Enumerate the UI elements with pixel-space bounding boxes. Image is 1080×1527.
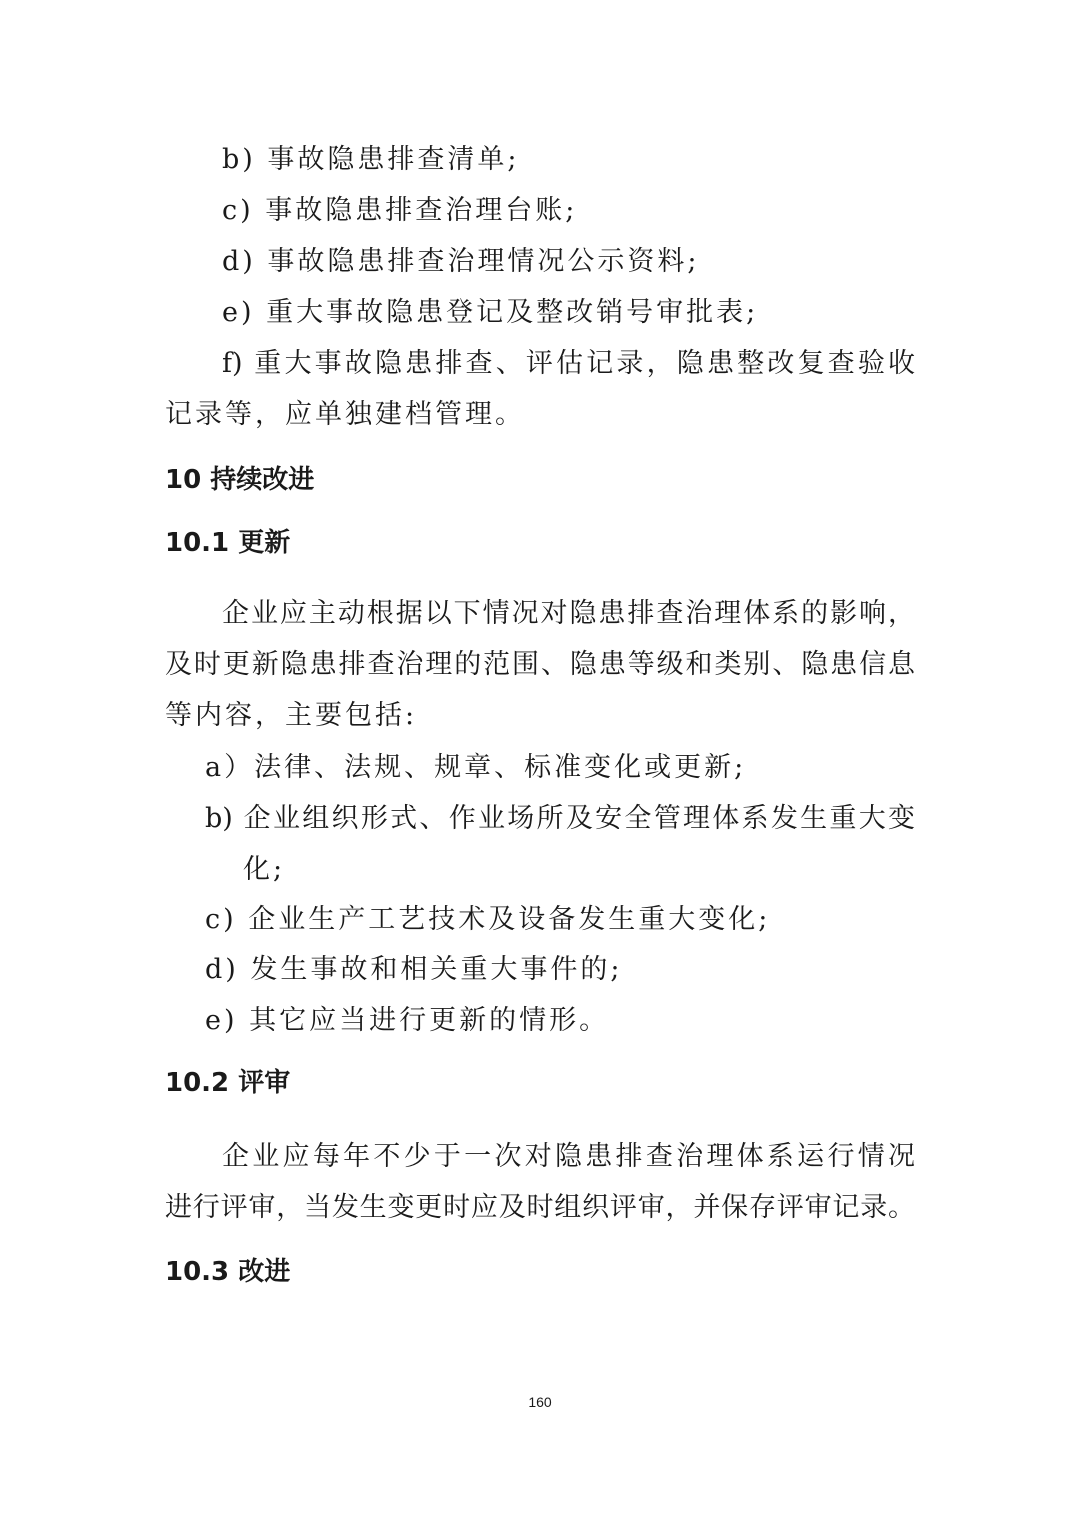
update-item-b: b) 企业组织形式、作业场所及安全管理体系发生重大变 <box>205 803 915 834</box>
update-item-a: a）法律、法规、规章、标准变化或更新; <box>205 752 747 783</box>
page-number: 160 <box>528 1394 552 1410</box>
section-heading-10-2: 10.2 评审 <box>165 1068 291 1098</box>
update-item-c: c) 企业生产工艺技术及设备发生重大变化; <box>205 904 771 935</box>
list-item-b: b) 事故隐患排查清单; <box>222 144 520 175</box>
list-item-f: f) 重大事故隐患排查、评估记录，隐患整改复查验收 <box>222 348 915 379</box>
update-item-b-cont: 化; <box>243 854 286 885</box>
paragraph-line: 企业应每年不少于一次对隐患排查治理体系运行情况 <box>222 1141 915 1172</box>
update-item-e: e) 其它应当进行更新的情形。 <box>205 1005 610 1036</box>
section-heading-10-1: 10.1 更新 <box>165 528 291 558</box>
list-item-e: e) 重大事故隐患登记及整改销号审批表; <box>222 297 759 328</box>
paragraph-line: 及时更新隐患排查治理的范围、隐患等级和类别、隐患信息 <box>165 649 915 680</box>
section-heading-10: 10 持续改进 <box>165 465 315 495</box>
paragraph-line: 企业应主动根据以下情况对隐患排查治理体系的影响， <box>222 598 915 629</box>
list-item-c: c) 事故隐患排查治理台账; <box>222 195 578 226</box>
list-item-d: d) 事故隐患排查治理情况公示资料; <box>222 246 700 277</box>
section-heading-10-3: 10.3 改进 <box>165 1257 291 1287</box>
list-item-f-cont: 记录等，应单独建档管理。 <box>165 399 525 430</box>
update-item-d: d) 发生事故和相关重大事件的; <box>205 954 623 985</box>
paragraph-line: 进行评审，当发生变更时应及时组织评审，并保存评审记录。 <box>165 1192 915 1223</box>
paragraph-line: 等内容，主要包括: <box>165 700 418 731</box>
